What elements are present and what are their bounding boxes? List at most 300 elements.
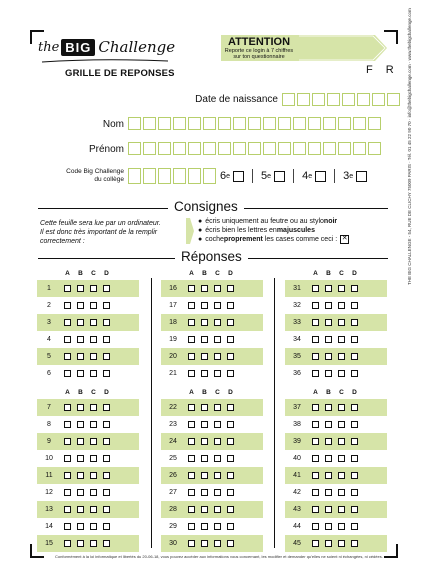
firstname-boxes[interactable]: [128, 142, 383, 155]
answer-checkbox[interactable]: [103, 370, 110, 377]
answer-checkbox[interactable]: [77, 285, 84, 292]
choice-header: [37, 389, 139, 399]
answer-checkbox[interactable]: [351, 302, 358, 309]
answer-checkbox[interactable]: [312, 302, 319, 309]
answer-checkbox[interactable]: [90, 421, 97, 428]
school-code-boxes[interactable]: [128, 168, 218, 184]
choice-letter: D: [228, 270, 233, 277]
question-number: 38: [293, 421, 301, 428]
school-code-label: [58, 168, 124, 184]
grade-5-checkbox[interactable]: [274, 171, 285, 182]
answer-checkbox[interactable]: [312, 540, 319, 547]
choice-letter: A: [65, 389, 70, 396]
question-number: 16: [169, 285, 177, 292]
choice-letter: A: [313, 270, 318, 277]
answer-checkbox[interactable]: [64, 438, 71, 445]
answer-checkbox[interactable]: [90, 319, 97, 326]
grade-5[interactable]: 5 e: [261, 170, 285, 182]
answer-checkbox[interactable]: [103, 336, 110, 343]
answer-checkbox[interactable]: [227, 523, 234, 530]
answer-checkbox[interactable]: [64, 319, 71, 326]
choice-letter: C: [215, 270, 220, 277]
answer-checkbox[interactable]: [103, 302, 110, 309]
answer-checkbox[interactable]: [188, 370, 195, 377]
question-row: [161, 314, 263, 331]
question-row: [161, 331, 263, 348]
answer-checkbox[interactable]: [90, 472, 97, 479]
answer-checkbox[interactable]: [227, 489, 234, 496]
choice-letter: C: [91, 270, 96, 277]
question-number: 2: [47, 302, 51, 309]
answer-checkbox[interactable]: [351, 421, 358, 428]
answer-checkbox[interactable]: [338, 489, 345, 496]
answer-checkbox[interactable]: [188, 404, 195, 411]
answer-checkbox[interactable]: [64, 523, 71, 530]
choice-letter: D: [352, 389, 357, 396]
answer-checkbox[interactable]: [201, 489, 208, 496]
answer-checkbox[interactable]: [214, 319, 221, 326]
answer-checkbox[interactable]: [338, 540, 345, 547]
answer-checkbox[interactable]: [214, 472, 221, 479]
answer-checkbox[interactable]: [325, 489, 332, 496]
answer-checkbox[interactable]: [90, 540, 97, 547]
question-row: [37, 467, 139, 484]
answer-checkbox[interactable]: [325, 438, 332, 445]
answer-checkbox[interactable]: [90, 370, 97, 377]
question-row: [37, 501, 139, 518]
answer-checkbox[interactable]: [64, 540, 71, 547]
answer-checkbox[interactable]: [103, 506, 110, 513]
answer-checkbox[interactable]: [90, 302, 97, 309]
question-row: [37, 348, 139, 365]
question-row: [37, 484, 139, 501]
answer-checkbox[interactable]: [325, 336, 332, 343]
answer-checkbox[interactable]: [227, 472, 234, 479]
choice-letter: A: [313, 389, 318, 396]
answer-checkbox[interactable]: [64, 421, 71, 428]
answer-checkbox[interactable]: [188, 506, 195, 513]
answer-checkbox[interactable]: [64, 455, 71, 462]
question-row: [161, 365, 263, 382]
question-row: [37, 280, 139, 297]
answer-checkbox[interactable]: [201, 506, 208, 513]
grade-6-checkbox[interactable]: [233, 171, 244, 182]
choice-letter: C: [91, 389, 96, 396]
question-number: 25: [169, 455, 177, 462]
answer-checkbox[interactable]: [214, 336, 221, 343]
answer-checkbox[interactable]: [188, 302, 195, 309]
answer-checkbox[interactable]: [338, 506, 345, 513]
answer-checkbox[interactable]: [77, 506, 84, 513]
name-label: Nom: [102, 119, 124, 130]
answer-checkbox[interactable]: [103, 404, 110, 411]
question-row: [285, 484, 387, 501]
answer-checkbox[interactable]: [188, 319, 195, 326]
logo-swoosh: [40, 58, 170, 64]
answer-checkbox[interactable]: [214, 302, 221, 309]
answer-checkbox[interactable]: [312, 336, 319, 343]
answer-checkbox[interactable]: [214, 404, 221, 411]
answer-checkbox[interactable]: [103, 455, 110, 462]
answer-checkbox[interactable]: [77, 489, 84, 496]
answer-checkbox[interactable]: [351, 472, 358, 479]
question-row: [285, 314, 387, 331]
answer-checkbox[interactable]: [77, 302, 84, 309]
answer-checkbox[interactable]: [325, 540, 332, 547]
answer-checkbox[interactable]: [214, 540, 221, 547]
answer-checkbox[interactable]: [325, 421, 332, 428]
question-number: 39: [293, 438, 301, 445]
reponses-title: Réponses: [175, 249, 248, 264]
answer-checkbox[interactable]: [312, 523, 319, 530]
answer-checkbox[interactable]: [338, 302, 345, 309]
answer-checkbox[interactable]: [351, 489, 358, 496]
question-number: 10: [45, 455, 53, 462]
answer-checkbox[interactable]: [188, 336, 195, 343]
answer-checkbox[interactable]: [325, 370, 332, 377]
answer-checkbox[interactable]: [188, 455, 195, 462]
answer-checkbox[interactable]: [325, 285, 332, 292]
answer-checkbox[interactable]: [227, 506, 234, 513]
answer-checkbox[interactable]: [77, 336, 84, 343]
answer-checkbox[interactable]: [188, 523, 195, 530]
choice-letter: C: [339, 270, 344, 277]
answer-checkbox[interactable]: [338, 421, 345, 428]
answer-checkbox[interactable]: [338, 319, 345, 326]
question-number: 13: [45, 506, 53, 513]
answer-checkbox[interactable]: [64, 404, 71, 411]
answer-checkbox[interactable]: [351, 285, 358, 292]
question-row: [285, 467, 387, 484]
answer-checkbox[interactable]: [214, 285, 221, 292]
answer-checkbox[interactable]: [188, 472, 195, 479]
answer-checkbox[interactable]: [64, 489, 71, 496]
answer-checkbox[interactable]: [351, 438, 358, 445]
answer-checkbox[interactable]: [214, 421, 221, 428]
answer-checkbox[interactable]: [77, 421, 84, 428]
question-number: 41: [293, 472, 301, 479]
question-row: [37, 450, 139, 467]
answer-checkbox[interactable]: [64, 506, 71, 513]
choice-letter: B: [326, 389, 331, 396]
answer-checkbox[interactable]: [312, 370, 319, 377]
answer-checkbox[interactable]: [312, 404, 319, 411]
answer-checkbox[interactable]: [64, 285, 71, 292]
question-number: 4: [47, 336, 51, 343]
divider: [293, 169, 294, 183]
question-number: 11: [45, 472, 53, 479]
answer-checkbox[interactable]: [312, 489, 319, 496]
answer-checkbox[interactable]: [103, 523, 110, 530]
answer-checkbox[interactable]: [325, 472, 332, 479]
answer-checkbox[interactable]: [227, 370, 234, 377]
answer-checkbox[interactable]: [338, 438, 345, 445]
answer-checkbox[interactable]: [201, 404, 208, 411]
answer-checkbox[interactable]: [227, 285, 234, 292]
question-number: 43: [293, 506, 301, 513]
answer-checkbox[interactable]: [64, 472, 71, 479]
consignes-intro: Cette feuille sera lue par un ordinateur. Il est donc très important de la remplir correctement :: [40, 220, 161, 246]
question-row: [161, 399, 263, 416]
choice-header: [161, 389, 263, 399]
question-number: 24: [169, 438, 177, 445]
question-row: [285, 331, 387, 348]
answer-checkbox[interactable]: [201, 353, 208, 360]
answer-checkbox[interactable]: [227, 302, 234, 309]
answer-checkbox[interactable]: [325, 353, 332, 360]
answer-checkbox[interactable]: [201, 438, 208, 445]
answer-column: [285, 270, 387, 552]
choice-header: [285, 270, 387, 280]
answer-checkbox[interactable]: [325, 404, 332, 411]
answer-checkbox[interactable]: [201, 472, 208, 479]
answer-checkbox[interactable]: [64, 353, 71, 360]
divider: [252, 169, 253, 183]
divider: [334, 169, 335, 183]
question-number: 26: [169, 472, 177, 479]
question-row: [161, 297, 263, 314]
answer-checkbox[interactable]: [188, 285, 195, 292]
grade-selector: [220, 169, 367, 183]
choice-letter: B: [78, 389, 83, 396]
grade-3-checkbox[interactable]: [356, 171, 367, 182]
logo-big: BIG: [61, 39, 95, 56]
question-number: 36: [293, 370, 301, 377]
answer-checkbox[interactable]: [312, 506, 319, 513]
question-number: 1: [47, 285, 51, 292]
question-row: [161, 433, 263, 450]
answer-checkbox[interactable]: [90, 438, 97, 445]
answer-column: [161, 270, 263, 552]
attention-title: ATTENTION: [227, 36, 291, 48]
answer-column: [37, 270, 139, 552]
grade-4[interactable]: 4 e: [302, 170, 326, 182]
answer-checkbox[interactable]: [325, 523, 332, 530]
contact-side-text: THE BIG CHALLENGE - 54, RUE DE CLICHY 75009 PARIS · Tél. 01 45 22 90 70 · info@thebigchallenge.com · www.thebigchallenge.com: [407, 8, 412, 285]
answer-checkbox[interactable]: [103, 489, 110, 496]
answer-checkbox[interactable]: [325, 506, 332, 513]
answer-checkbox[interactable]: [325, 302, 332, 309]
answer-checkbox[interactable]: [103, 540, 110, 547]
legal-footer: Conformément à la loi informatique et libertés du 20-06-18, vous pouvez accéder aux informations vous concernant, les modifier et demander qu'elles ne soient ni échangées, ni cédées.: [55, 554, 383, 559]
answer-checkbox[interactable]: [90, 353, 97, 360]
answer-checkbox[interactable]: [338, 523, 345, 530]
answer-checkbox[interactable]: [188, 489, 195, 496]
answer-checkbox[interactable]: [338, 455, 345, 462]
question-row: [37, 416, 139, 433]
answer-checkbox[interactable]: [103, 353, 110, 360]
answer-checkbox[interactable]: [64, 370, 71, 377]
answer-checkbox[interactable]: [90, 523, 97, 530]
answer-checkbox[interactable]: [201, 319, 208, 326]
answer-checkbox[interactable]: [201, 285, 208, 292]
answer-checkbox[interactable]: [201, 523, 208, 530]
answer-checkbox[interactable]: [214, 370, 221, 377]
answer-checkbox[interactable]: [77, 438, 84, 445]
answer-checkbox[interactable]: [103, 438, 110, 445]
question-row: [161, 501, 263, 518]
answer-checkbox[interactable]: [77, 455, 84, 462]
question-number: 30: [169, 540, 177, 547]
answer-checkbox[interactable]: [90, 489, 97, 496]
answer-checkbox[interactable]: [188, 438, 195, 445]
question-number: 35: [293, 353, 301, 360]
answer-checkbox[interactable]: [77, 353, 84, 360]
choice-letter: A: [189, 270, 194, 277]
question-row: [37, 433, 139, 450]
question-row: [161, 484, 263, 501]
answer-checkbox[interactable]: [103, 472, 110, 479]
question-number: 23: [169, 421, 177, 428]
answer-checkbox[interactable]: [351, 455, 358, 462]
answer-checkbox[interactable]: [77, 370, 84, 377]
question-number: 5: [47, 353, 51, 360]
answer-checkbox[interactable]: [77, 540, 84, 547]
birthdate-label: Date de naissance: [195, 94, 278, 105]
answer-checkbox[interactable]: [201, 336, 208, 343]
answer-checkbox[interactable]: [338, 370, 345, 377]
answer-checkbox[interactable]: [312, 472, 319, 479]
question-number: 31: [293, 285, 301, 292]
column-divider: [274, 278, 275, 548]
answer-checkbox[interactable]: [214, 353, 221, 360]
question-row: [37, 399, 139, 416]
choice-letter: D: [104, 270, 109, 277]
firstname-label: Prénom: [88, 144, 124, 155]
consignes-chevron-icon: [186, 218, 194, 244]
answer-checkbox[interactable]: [227, 455, 234, 462]
answer-checkbox[interactable]: [90, 455, 97, 462]
answer-checkbox[interactable]: [325, 319, 332, 326]
answer-checkbox[interactable]: [201, 455, 208, 462]
name-boxes[interactable]: [128, 117, 383, 130]
question-row: [285, 399, 387, 416]
question-number: 22: [169, 404, 177, 411]
answer-checkbox[interactable]: [351, 540, 358, 547]
answer-checkbox[interactable]: [338, 336, 345, 343]
answer-checkbox[interactable]: [188, 421, 195, 428]
answer-checkbox[interactable]: [188, 353, 195, 360]
answer-checkbox[interactable]: [103, 421, 110, 428]
answer-checkbox[interactable]: [201, 302, 208, 309]
answer-checkbox[interactable]: [312, 421, 319, 428]
answer-checkbox[interactable]: [77, 472, 84, 479]
answer-checkbox[interactable]: [90, 285, 97, 292]
question-number: 29: [169, 523, 177, 530]
answer-checkbox[interactable]: [227, 353, 234, 360]
answer-checkbox[interactable]: [338, 404, 345, 411]
answer-checkbox[interactable]: [312, 455, 319, 462]
answer-checkbox[interactable]: [325, 455, 332, 462]
answer-checkbox[interactable]: [90, 336, 97, 343]
answer-checkbox[interactable]: [338, 285, 345, 292]
answer-checkbox[interactable]: [227, 319, 234, 326]
grade-6[interactable]: 6 e: [220, 170, 244, 182]
answer-checkbox[interactable]: [312, 353, 319, 360]
grade-3[interactable]: 3 e: [343, 170, 367, 182]
answer-checkbox[interactable]: [351, 353, 358, 360]
answer-checkbox[interactable]: [188, 540, 195, 547]
question-number: 45: [293, 540, 301, 547]
grade-4-checkbox[interactable]: [315, 171, 326, 182]
question-row: [285, 416, 387, 433]
answer-checkbox[interactable]: [351, 370, 358, 377]
answer-checkbox[interactable]: [201, 421, 208, 428]
answer-checkbox[interactable]: [351, 506, 358, 513]
question-row: [37, 518, 139, 535]
attention-line2: sur ton questionnaire: [233, 53, 285, 60]
school-code-label-2: du collège: [94, 176, 124, 184]
choice-letter: A: [189, 389, 194, 396]
answer-checkbox[interactable]: [338, 472, 345, 479]
question-row: [285, 450, 387, 467]
answer-checkbox[interactable]: [103, 319, 110, 326]
question-number: 8: [47, 421, 51, 428]
question-number: 33: [293, 319, 301, 326]
question-number: 15: [45, 540, 53, 547]
answer-checkbox[interactable]: [351, 523, 358, 530]
answer-checkbox[interactable]: [227, 404, 234, 411]
question-row: [161, 348, 263, 365]
answer-checkbox[interactable]: [312, 438, 319, 445]
answer-checkbox[interactable]: [77, 319, 84, 326]
answer-checkbox[interactable]: [338, 353, 345, 360]
answer-checkbox[interactable]: [312, 285, 319, 292]
choice-letter: D: [228, 389, 233, 396]
question-number: 19: [169, 336, 177, 343]
answer-checkbox[interactable]: [227, 540, 234, 547]
question-number: 42: [293, 489, 301, 496]
answer-checkbox[interactable]: [214, 506, 221, 513]
answer-checkbox[interactable]: [64, 336, 71, 343]
question-row: [37, 297, 139, 314]
question-number: 44: [293, 523, 301, 530]
choice-letter: C: [215, 389, 220, 396]
choice-letter: B: [78, 270, 83, 277]
question-row: [161, 450, 263, 467]
answer-checkbox[interactable]: [90, 404, 97, 411]
question-row: [285, 365, 387, 382]
choice-letter: B: [326, 270, 331, 277]
answer-checkbox[interactable]: [103, 285, 110, 292]
answer-checkbox[interactable]: [351, 336, 358, 343]
question-row: [285, 518, 387, 535]
birthdate-boxes[interactable]: [282, 93, 402, 106]
choice-letter: B: [202, 270, 207, 277]
answer-checkbox[interactable]: [214, 455, 221, 462]
answer-checkbox[interactable]: [214, 489, 221, 496]
answer-checkbox[interactable]: [351, 319, 358, 326]
answer-checkbox[interactable]: [227, 336, 234, 343]
answer-checkbox[interactable]: [201, 540, 208, 547]
answer-checkbox[interactable]: [90, 506, 97, 513]
choice-header: [285, 389, 387, 399]
answer-checkbox[interactable]: [351, 404, 358, 411]
answer-checkbox[interactable]: [201, 370, 208, 377]
question-row: [285, 348, 387, 365]
answer-checkbox[interactable]: [77, 404, 84, 411]
answer-checkbox[interactable]: [77, 523, 84, 530]
logo-the: the: [38, 39, 60, 55]
answer-checkbox[interactable]: [227, 438, 234, 445]
answer-checkbox[interactable]: [214, 523, 221, 530]
consignes-list: ● écris uniquement au feutre ou au stylo noir ● écris bien les lettres en majuscules ● coche proprement les cases comme ceci : ✕: [198, 218, 348, 244]
answer-checkbox[interactable]: [312, 319, 319, 326]
big-challenge-logo: [38, 34, 175, 60]
answer-checkbox[interactable]: [227, 421, 234, 428]
answer-checkbox[interactable]: [214, 438, 221, 445]
answer-checkbox[interactable]: [64, 302, 71, 309]
